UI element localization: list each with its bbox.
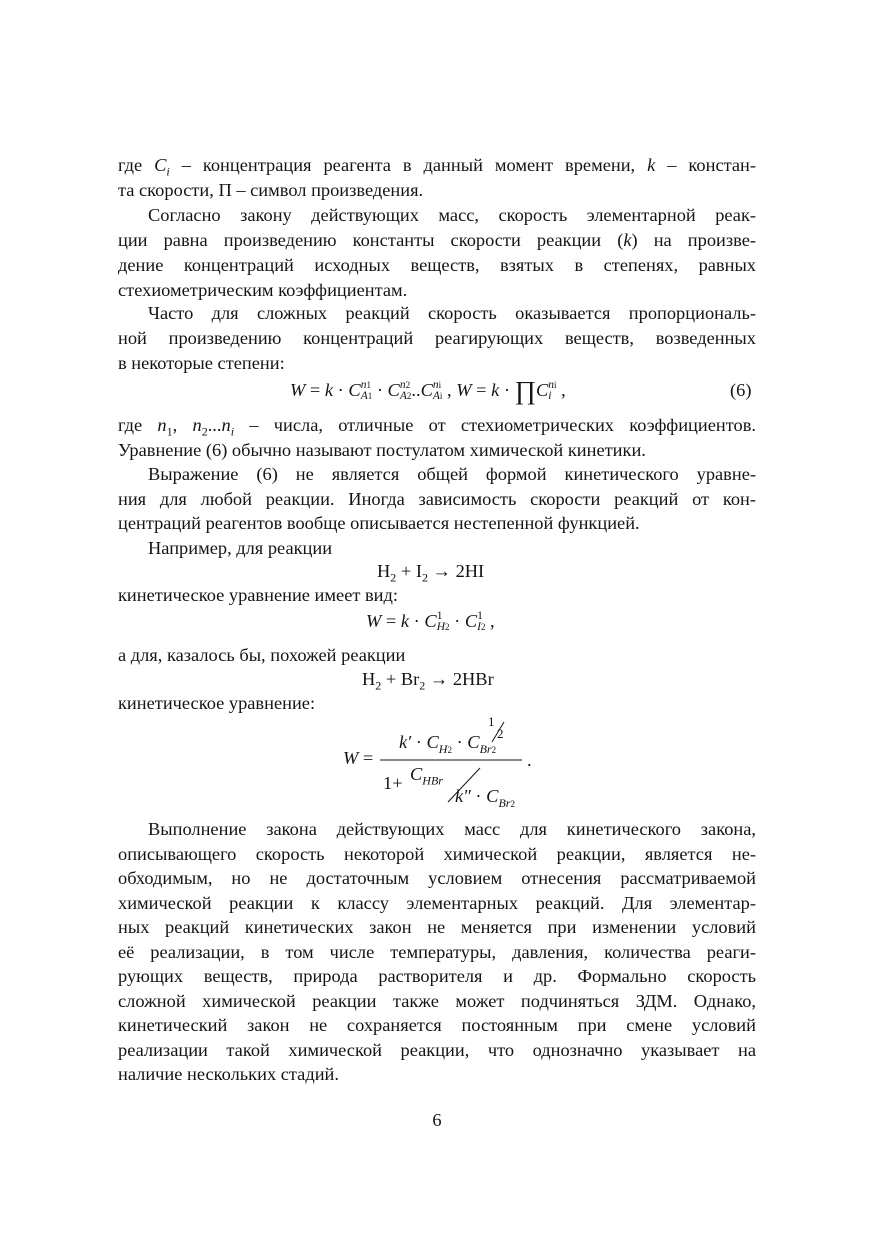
paragraph-7-line-2: описывающего скорость некоторой химической реакции, является не- xyxy=(118,844,756,864)
eq-symbol: 2 xyxy=(405,380,411,390)
eq-symbol: 2 xyxy=(447,744,452,755)
eq-operator: · xyxy=(411,732,427,752)
paragraph-2-line-4: стехиометрическим коэффициентам. xyxy=(118,280,408,300)
paragraph-7-line-9: кинетический закон не сохраняется постоянным при смене условий xyxy=(118,1015,756,1035)
symbol-n: n xyxy=(221,415,231,435)
symbol-n: n xyxy=(157,415,167,435)
eq-operator: , xyxy=(485,611,495,631)
eq-symbol: i xyxy=(439,391,443,401)
paragraph-7-line-11: наличие нескольких стадий. xyxy=(118,1064,339,1084)
paragraph-4-line-2: Уравнение (6) обычно называют постулатом химической кинетики. xyxy=(118,440,646,460)
eq-operator: · xyxy=(372,380,388,400)
paragraph-5-line-2: ния для любой реакции. Иногда зависимость скорости реакций от кон- xyxy=(118,489,756,509)
eq-subscript xyxy=(400,391,412,402)
eq-scripts xyxy=(548,380,556,402)
paragraph-3-line-2: ной произведению концентраций реагирующих веществ, возведенных xyxy=(118,328,756,348)
eq-symbol: C xyxy=(348,380,361,400)
eq-symbol: C xyxy=(426,732,439,752)
eq-symbol: C xyxy=(387,380,400,400)
text-fragment: – концентрация реагента в данный момент времени, xyxy=(169,155,648,175)
eq-subscript xyxy=(433,391,443,402)
reaction-2 xyxy=(362,667,494,691)
eq-subscript: HBr xyxy=(422,773,443,788)
kinetic-equation-intro-1: кинетическое уравнение имеет вид: xyxy=(118,585,398,605)
equation-hbr-one-plus: 1+ xyxy=(383,773,403,793)
eq-symbol: A xyxy=(360,390,368,402)
eq-symbol: k xyxy=(491,380,500,400)
text-fragment: ции равна произведению константы скорости реакции ( xyxy=(118,230,624,250)
eq-subscript xyxy=(437,622,450,633)
equation-6 xyxy=(290,378,566,403)
equation-hbr-denominator-k xyxy=(455,784,515,808)
eq-operator: , xyxy=(442,380,457,400)
product-symbol: ∏ xyxy=(514,376,536,405)
paragraph-2-line-2 xyxy=(118,228,756,252)
eq-symbol: H xyxy=(436,621,445,633)
eq-symbol: k xyxy=(324,380,334,400)
eq-symbol: C xyxy=(424,611,437,631)
eq-symbol: n xyxy=(360,379,367,391)
eq-symbol: C xyxy=(420,380,433,400)
eq-symbol: k″ xyxy=(455,786,471,806)
equation-hbr-period: . xyxy=(527,750,532,770)
paragraph-7-line-1: Выполнение закона действующих масс для кинетического закона, xyxy=(148,819,756,839)
subscript: 2 xyxy=(201,424,208,439)
eq-scripts xyxy=(400,380,412,402)
eq-symbol: C xyxy=(467,732,480,752)
paragraph-1-line-1 xyxy=(118,153,756,177)
eq-operator: · xyxy=(333,380,349,400)
reaction-text: + Br xyxy=(381,669,420,689)
eq-symbol: 2 xyxy=(445,622,450,632)
similar-reaction-intro: а для, казалось бы, похожей реакции xyxy=(118,645,406,665)
text-fragment: – констан- xyxy=(655,155,757,175)
paragraph-7-line-6: её реализации, в том числе температуры, давления, количества реаги- xyxy=(118,942,756,962)
eq-symbol: k′ xyxy=(399,732,412,752)
symbol-k: k xyxy=(647,155,656,175)
subscript: 2 xyxy=(390,570,397,585)
eq-operator: · xyxy=(409,611,425,631)
eq-symbol: A xyxy=(399,390,407,402)
eq-symbol: 1 xyxy=(367,391,373,401)
eq-scripts xyxy=(361,380,373,402)
symbol-k: k xyxy=(623,230,632,250)
eq-symbol: 1 xyxy=(366,380,371,390)
subscript: 2 xyxy=(421,570,428,585)
symbol-n: n xyxy=(192,415,202,435)
paragraph-3-line-3: в некоторые степени: xyxy=(118,353,285,373)
half-power-denominator: 2 xyxy=(497,726,504,741)
eq-symbol: i xyxy=(438,380,442,390)
eq-symbol: n xyxy=(548,379,555,391)
eq-subscript xyxy=(361,391,373,402)
eq-symbol: 2 xyxy=(480,622,486,632)
text-fragment: , xyxy=(172,415,193,435)
half-power-numerator: 1 xyxy=(488,714,495,729)
equation-hbr-c-hbr xyxy=(410,762,443,786)
symbol-i-subscript: i xyxy=(166,164,170,179)
eq-operator: · xyxy=(449,611,465,631)
eq-symbol: 2 xyxy=(406,391,412,401)
eq-superscript: 1 xyxy=(436,610,443,622)
eq-symbol: Br xyxy=(479,741,492,756)
half-power-slash xyxy=(492,722,504,742)
paragraph-4-line-1 xyxy=(118,413,756,437)
reaction-text: H xyxy=(362,669,376,689)
eq-operator: = xyxy=(381,611,401,631)
eq-subscript xyxy=(498,796,515,810)
reaction-text: → 2HI xyxy=(427,561,485,581)
subscript: i xyxy=(230,424,235,439)
symbol-c: C xyxy=(154,155,167,175)
text-fragment: где xyxy=(118,415,158,435)
eq-symbol: Br xyxy=(498,795,511,810)
paragraph-6-line-1: Например, для реакции xyxy=(148,538,333,558)
paragraph-1-line-2: та скорости, П – символ произведения. xyxy=(118,180,424,200)
equation-hbr-lhs xyxy=(343,746,373,770)
eq-operator: · xyxy=(470,786,487,806)
eq-symbol: n xyxy=(399,379,406,391)
subscript: 1 xyxy=(166,424,173,439)
eq-symbol: C xyxy=(536,380,549,400)
eq-symbol: W xyxy=(366,611,382,631)
eq-symbol: C xyxy=(464,611,478,631)
reaction-text: + I xyxy=(396,561,422,581)
eq-operator: = xyxy=(305,380,325,400)
subscript: 2 xyxy=(375,678,382,693)
paragraph-3-line-1: Часто для сложных реакций скорость оказывается пропорциональ- xyxy=(148,303,756,323)
eq-operator: = xyxy=(471,380,492,400)
eq-symbol: 2 xyxy=(491,744,497,755)
text-fragment: ) на произве- xyxy=(631,230,757,250)
text-fragment: – числа, отличные от стехиометрических коэффициентов. xyxy=(234,415,757,435)
eq-operator: .. xyxy=(411,380,421,400)
eq-operator: · xyxy=(499,380,515,400)
text-fragment: ... xyxy=(207,415,222,435)
paragraph-5-line-3: центраций реагентов вообще описывается нестепенной функцией. xyxy=(118,513,640,533)
eq-symbol: A xyxy=(432,390,440,402)
eq-symbol: W xyxy=(290,380,306,400)
eq-scripts xyxy=(433,380,443,402)
eq-subscript: i xyxy=(548,390,552,402)
reaction-1 xyxy=(377,559,484,583)
eq-scripts xyxy=(437,611,450,633)
text-fragment: где xyxy=(118,155,155,175)
eq-symbol: n xyxy=(432,379,439,391)
eq-symbol: C xyxy=(486,786,499,806)
eq-symbol: H xyxy=(438,741,448,756)
eq-operator: = xyxy=(358,748,374,768)
paragraph-7-line-5: ных реакций кинетических закон не меняется при изменении условий xyxy=(118,917,756,937)
eq-operator: · xyxy=(451,732,468,752)
page-number: 6 xyxy=(432,1110,442,1130)
eq-superscript: 1 xyxy=(477,610,483,622)
eq-symbol: C xyxy=(410,764,423,784)
eq-symbol: W xyxy=(456,380,472,400)
kinetic-equation-intro-2: кинетическое уравнение: xyxy=(118,693,316,713)
paragraph-7-line-10: реализации такой химической реакции, что однозначно указывает на xyxy=(118,1040,756,1060)
paragraph-7-line-3: обходимым, но не достаточным условием отнесения рассматриваемой xyxy=(118,868,756,888)
paragraph-7-line-4: химической реакции к классу элементарных реакций. Для элементар- xyxy=(118,893,756,913)
subscript: 2 xyxy=(419,678,426,693)
equation-number: (6) xyxy=(730,380,752,400)
reaction-text: → 2HBr xyxy=(425,669,494,689)
eq-symbol: k xyxy=(400,611,410,631)
paragraph-5-line-1: Выражение (6) не является общей формой кинетического уравне- xyxy=(148,464,756,484)
paragraph-2-line-3: дение концентраций исходных веществ, взятых в степенях, равных xyxy=(118,255,756,275)
reaction-text: H xyxy=(377,561,391,581)
eq-symbol: 2 xyxy=(510,798,515,809)
eq-symbol: W xyxy=(343,748,359,768)
paragraph-2-line-1: Согласно закону действующих масс, скорость элементарной реак- xyxy=(148,205,756,225)
paragraph-7-line-8: сложной химической реакции также может подчиняться ЗДМ. Однако, xyxy=(118,991,756,1011)
paragraph-7-line-7: рующих веществ, природа растворителя и др. Формально скорость xyxy=(118,966,756,986)
eq-operator: , xyxy=(556,380,566,400)
equation-hi xyxy=(366,609,495,633)
eq-symbol: I xyxy=(477,621,481,633)
eq-symbol: i xyxy=(554,380,557,390)
